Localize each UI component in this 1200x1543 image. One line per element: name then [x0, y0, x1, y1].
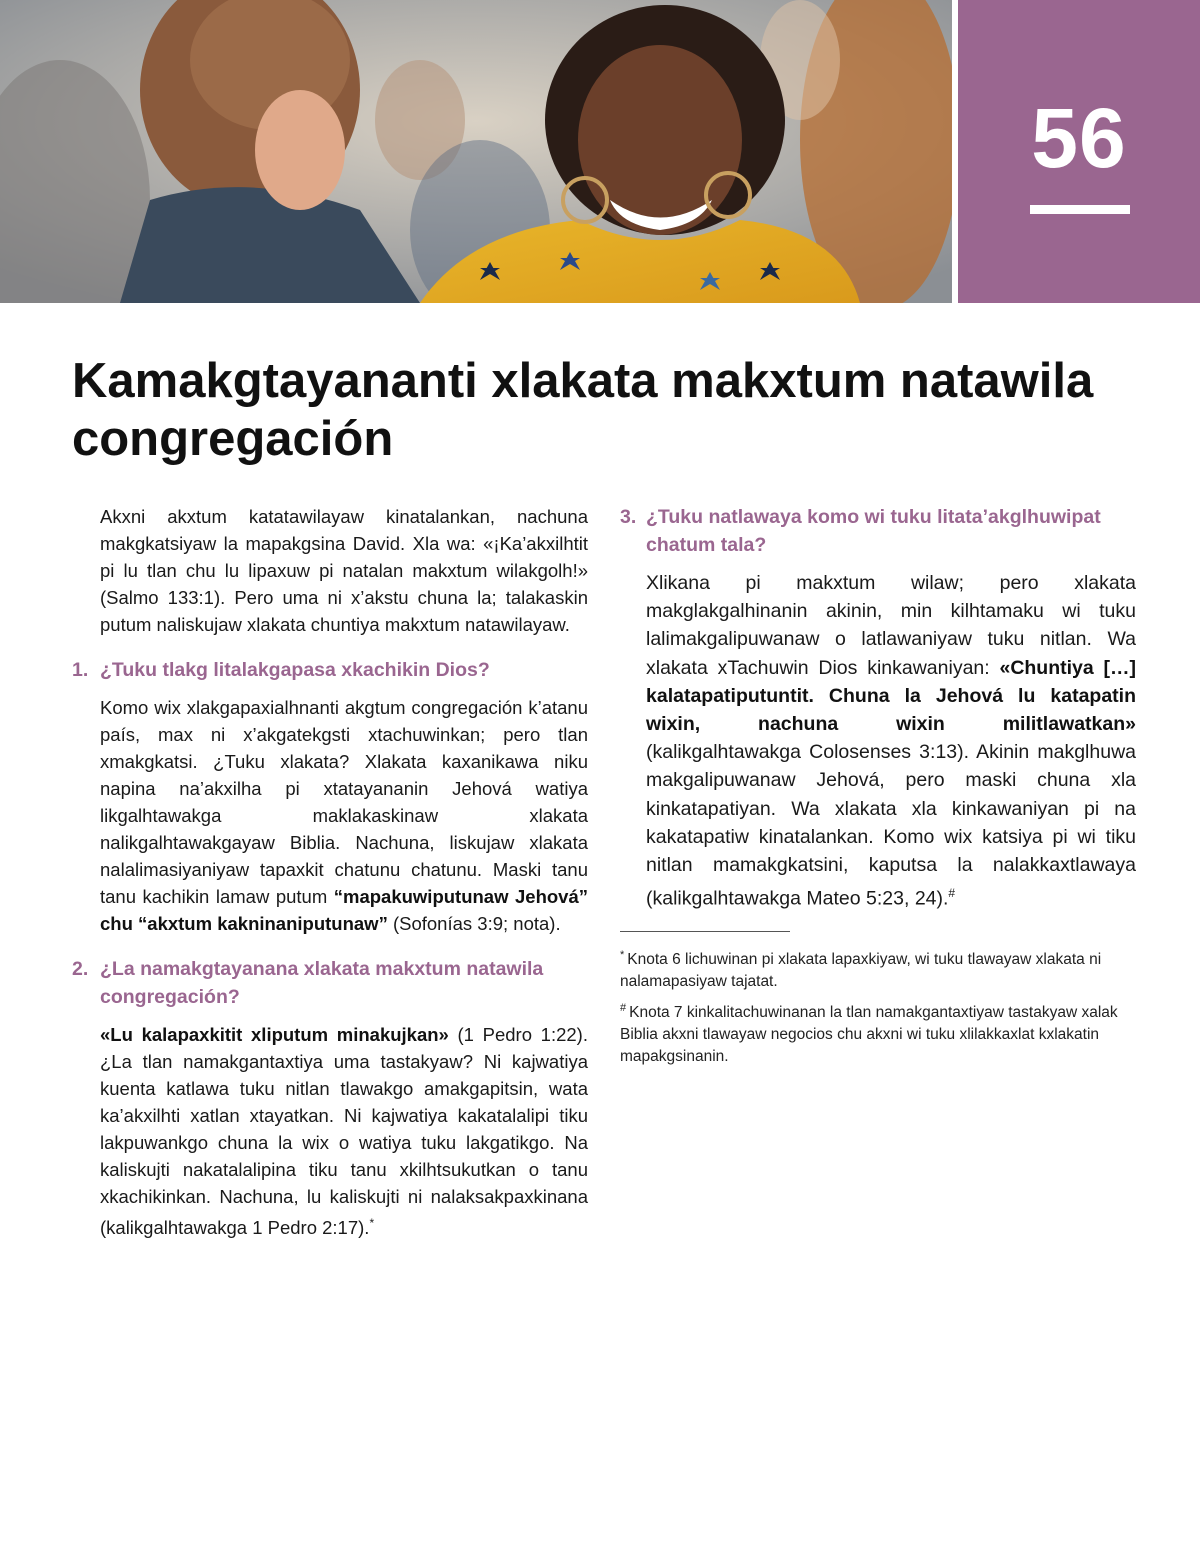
footnote-text: Knota 6 lichuwinan pi xlakata lapaxkiyaw, wi tuku tlawayaw xlakata ni nalamapasiyaw tajatat.: [620, 951, 1102, 991]
answer-2-paragraph: [72, 1021, 588, 1241]
footnote: [620, 944, 1136, 993]
question-text: ¿Tuku tlakg litalakgapasa xkachikin Dios?: [100, 659, 490, 681]
answer-3-text: Xlikana pi makxtum wilaw; pero xlakata makglakgalhinanin akinin, min kilhtamaku wi tuku lalimakgalipuwanaw o latlawaniyaw tuku nitlan. Wa xlakata xTachuwin Dios kinkawaniyan:: [646, 572, 1136, 679]
question-1: [72, 656, 588, 684]
question-number: 1.: [72, 659, 89, 681]
lesson-number-box: [958, 0, 1200, 303]
intro-paragraph: Akxni akxtum katatawilayaw kinatalankan, nachuna makgkatsiyaw la mapakgsina David. Xla wa: «¡Ka’akxilhtit pi lu tlan chu lu lipaxuw pi natalan makxtum wilakgolh!» (Salmo 133:1). Pero uma ni x’akstu chuna la; talakaskin putum naliskujaw xlakata chuntiya makxtum natawilayaw.: [100, 506, 588, 635]
question-2: [72, 955, 588, 1011]
footnote-ref[interactable]: #: [948, 886, 956, 901]
smiling-woman-illustration: [0, 0, 952, 303]
lesson-number-underline: [1030, 205, 1130, 214]
lesson-number: 56: [1031, 91, 1127, 185]
left-column: [72, 503, 588, 1255]
footnote: [620, 997, 1136, 1068]
answer-1-text-end: (Sofonías 3:9; nota).: [387, 913, 561, 934]
question-text: ¿Tuku natlawaya komo wi tuku litata’akglhuwipat chatum tala?: [646, 506, 1101, 556]
answer-1-text: Komo wix xlakgapaxialhnanti akgtum congregación k’atanu país, max ni x’akgatekgsti xtachuwinkan; pero tlan xmakgkatsi. ¿Tuku xlakata? Xlakata kaxanikawa niku napina na’akxilha pi xtatayananin Jehová watiya likgalhtawakga maklakaskinaw xlakata nalikgalhtawakgayaw Biblia. Nachuna, liskujaw xlakata nalalimasiyaniyaw tapaxkit chatunu chatunu. Maski tanu tanu kachikin lamaw putum: [100, 697, 588, 907]
footnote-ref[interactable]: *: [369, 1216, 375, 1230]
footnote-divider: [620, 931, 790, 932]
question-3: [620, 503, 1136, 559]
footnote-text: Knota 7 kinkalitachuwinanan la tlan namakgantaxtiyaw tastakyaw xalak Biblia akxni tlawayaw negocios chu akxni wi tuku xlilakkaxlat kxlakatin mapakgsinanin.: [620, 1004, 1118, 1066]
question-number: 3.: [620, 506, 637, 528]
lesson-title: Kamakgtayananti xlakata makxtum natawila congregación: [72, 354, 1094, 466]
header-photo: [0, 0, 952, 303]
question-number: 2.: [72, 958, 89, 980]
answer-3-text-end: (kalikgalhtawakga Colosenses 3:13). Akinin makglhuwa makgalipuwanaw Jehová, pero maski chuna xla kinkatapatiyan. Wa xlakata xla kinkawaniyan pi na kakatapatiw kinatalankan. Komo wix katsiya pi wi tiku nitlan mamakgkatsini, kaputsa la nalakkaxtlawaya (kalikgalhtawakga Mateo 5:23, 24).: [646, 741, 1136, 910]
footnote-mark: *: [620, 948, 625, 961]
answer-1-paragraph: [72, 694, 588, 937]
footnote-mark: #: [620, 1002, 627, 1015]
right-column: [620, 503, 1136, 1072]
answer-3-paragraph: [620, 569, 1136, 913]
answer-2-text: (1 Pedro 1:22). ¿La tlan namakgantaxtiya uma tastakyaw? Ni kajwatiya kuenta katlawa tuku nitlan tlawakgo amakgapitsin, wata ka’akxilhti xatlan xtayatkan. Ni kajwatiya kakatalalipi tiku lakpuwankgo chuna la wix o watiya tuku lakgatikgo. Na kaliskujti nakatalalipina tiku tanu xkilhtsukutkan o tanu xkachikinkan. Nachuna, lu kaliskujti ni nalaksakpaxkinana (kalikgalhtawakga 1 Pedro 2:17).: [100, 1024, 588, 1239]
answer-2-bold: «Lu kalapaxkitit xliputum minakujkan»: [100, 1024, 449, 1045]
answer-3-bold: «Chuntiya […] kalatapatiputuntit. Chuna la Jehová lu katapatin wixin, nachuna wixin militlawatkan»: [646, 656, 1137, 736]
question-text: ¿La namakgtayanana xlakata makxtum natawila congregación?: [100, 958, 544, 1008]
answer-1-bold: “mapakuwiputunaw Jehová” chu “akxtum kakninaniputunaw”: [100, 886, 589, 934]
